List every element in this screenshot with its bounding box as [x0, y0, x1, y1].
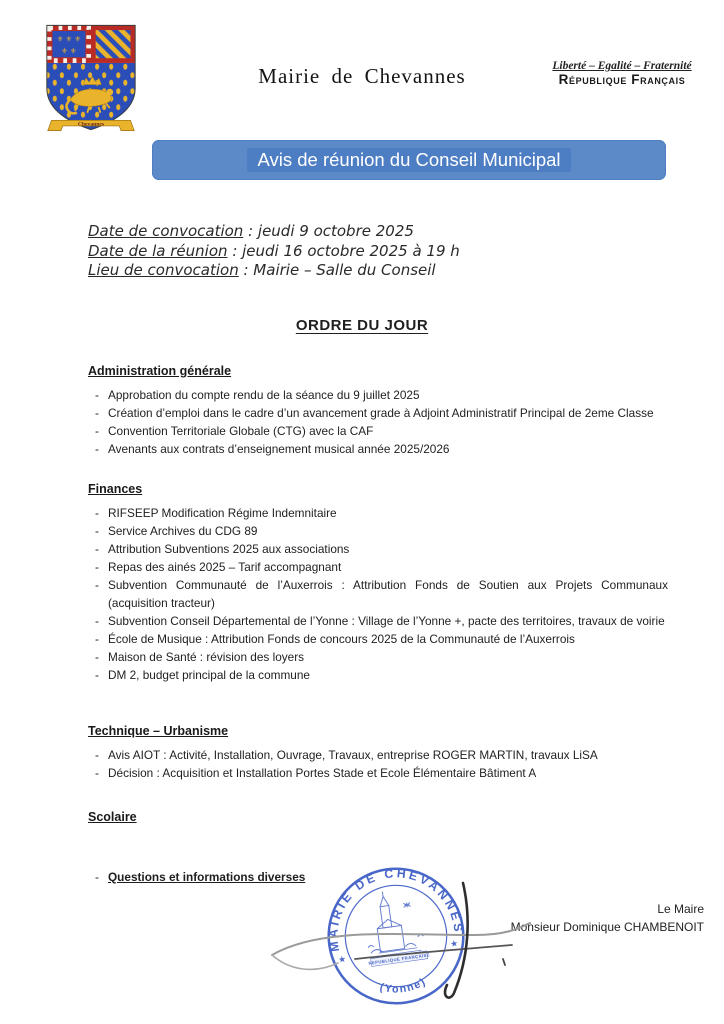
bullet-dash: - [95, 631, 99, 646]
meta-row-convocation [88, 222, 724, 242]
bullet-dash: - [95, 405, 99, 420]
meeting-meta [88, 222, 724, 281]
section-heading: Technique – Urbanisme [88, 723, 229, 738]
bullet-dash: - [95, 441, 99, 456]
bullet-dash: - [95, 505, 99, 520]
bullet-dash: - [95, 613, 99, 628]
svg-text:(Yonne) [377, 975, 429, 998]
meta-label: Lieu de convocation [88, 261, 239, 279]
meta-value: : jeudi 16 octobre 2025 à 19 h [232, 241, 460, 260]
republic-motto-block [522, 60, 722, 87]
agenda-item-text: Subvention Communauté de l’Auxerrois : Attribution Fonds de Soutien aux Projets Communaux (acquisition tracteur) [108, 577, 668, 610]
notice-banner-title: Avis de réunion du Conseil Municipal [247, 148, 570, 172]
agenda-item-text: Avis AIOT : Activité, Installation, Ouvrage, Travaux, entreprise ROGER MARTIN, travaux LiSA [108, 747, 598, 762]
bullet-dash: - [95, 577, 99, 592]
agenda-item-text: Maison de Santé : révision des loyers [108, 649, 305, 664]
agenda-item [88, 648, 668, 666]
bullet-dash: - [95, 541, 99, 556]
bullet-dash: - [95, 523, 99, 538]
notice-banner [152, 140, 666, 180]
agenda-item-text: Subvention Conseil Départemental de l’Yonne : Village de l’Yonne +, pacte des territoires, travaux de voirie [108, 613, 665, 628]
agenda-item [88, 540, 668, 558]
fleur-de-lis-icon: ⚜ ⚜ ⚜ [56, 34, 82, 44]
arms-quarter-france [47, 25, 91, 63]
agenda-item [88, 558, 668, 576]
agenda-item [88, 666, 668, 684]
stamp-inner-text: REPUBLIQUE FRANÇAISE [368, 952, 431, 966]
meta-value: : Mairie – Salle du Conseil [243, 261, 436, 279]
section-items [88, 504, 668, 684]
agenda-title [0, 317, 724, 334]
agenda-item-text: École de Musique : Attribution Fonds de concours 2025 de la Communauté de l’Auxerrois [108, 631, 575, 646]
agenda-item-text: Avenants aux contrats d’enseignement musical année 2025/2026 [108, 441, 450, 456]
fleur-de-lis-icon: ⚜ ⚜ [61, 46, 77, 56]
agenda-item-text: Approbation du compte rendu de la séance du 9 juillet 2025 [108, 387, 420, 402]
agenda-item-text: DM 2, budget principal de la commune [108, 667, 310, 682]
section-items [88, 386, 668, 458]
agenda-item [88, 440, 668, 458]
bullet-dash: - [95, 423, 99, 438]
agenda-item [88, 630, 668, 648]
signer-name: Monsieur Dominique CHAMBENOIT [510, 919, 704, 934]
section-heading: Finances [88, 481, 143, 496]
bullet-dash: - [95, 649, 99, 664]
stamp-star-left-icon: ★ [337, 953, 347, 965]
agenda-item [88, 746, 668, 764]
bullet-dash: - [95, 747, 99, 762]
meta-row-reunion [88, 242, 724, 262]
agenda-item-text: Repas des ainés 2025 – Tarif accompagnant [108, 559, 342, 574]
section-administration-generale [88, 364, 668, 458]
agenda-item-text: RIFSEEP Modification Régime Indemnitaire [108, 505, 337, 520]
stamp-bottom-text: (Yonne) [378, 975, 429, 996]
agenda-item [88, 504, 668, 522]
agenda-item [88, 612, 668, 630]
agenda-item-text: Convention Territoriale Globale (CTG) avec la CAF [108, 423, 374, 438]
section-scolaire [88, 810, 668, 824]
agenda-item [88, 386, 668, 404]
section-heading: Scolaire [88, 809, 137, 824]
meta-row-lieu [88, 261, 724, 281]
signer-role: Le Maire [657, 901, 704, 916]
agenda-item-text: Décision : Acquisition et Installation Portes Stade et Ecole Élémentaire Bâtiment A [108, 765, 537, 780]
section-technique-urbanisme [88, 724, 668, 782]
document-header [0, 0, 724, 140]
agenda-item [88, 576, 668, 612]
bullet-dash: - [95, 667, 99, 682]
arms-ribbon-label: Chevannes [77, 121, 105, 128]
stamp-star-right-icon: ★ [449, 938, 459, 950]
mairie-stamp-icon [308, 848, 484, 1024]
agenda-item [88, 422, 668, 440]
bullet-dash: - [95, 869, 99, 884]
meta-label: Date de convocation [88, 222, 244, 240]
page-title: Mairie de Chevannes [258, 64, 466, 88]
agenda-item-text: Service Archives du CDG 89 [108, 523, 258, 538]
meta-label: Date de la réunion [88, 241, 228, 260]
agenda-item [88, 404, 668, 422]
motto-text: Liberté – Egalité – Fraternité [552, 60, 692, 72]
stamp-center-illustration [361, 887, 426, 958]
agenda-item [88, 522, 668, 540]
agenda-item-text: Attribution Subventions 2025 aux associations [108, 541, 350, 556]
agenda-title-text: ORDRE DU JOUR [295, 316, 429, 334]
section-items [88, 746, 668, 782]
stamp-top-text: MAIRIE DE CHEVANNES [326, 866, 466, 953]
section-heading: Administration générale [88, 363, 232, 378]
meta-value: : jeudi 9 octobre 2025 [248, 222, 414, 240]
agenda-closing-text: Questions et informations diverses [108, 869, 306, 884]
bullet-dash: - [95, 387, 99, 402]
agenda-item [88, 764, 668, 782]
republic-text: République Français [558, 72, 686, 87]
bullet-dash: - [95, 765, 99, 780]
agenda-content [88, 363, 704, 936]
arms-quarter-burgundy [91, 25, 135, 63]
bullet-dash: - [95, 559, 99, 574]
section-finances [88, 482, 668, 684]
agenda-item-text: Création d’emploi dans le cadre d’un avancement grade à Adjoint Administratif Principal de 2eme Classe [108, 405, 654, 420]
svg-text:MAIRIE DE CHEVANNES [317, 857, 466, 953]
